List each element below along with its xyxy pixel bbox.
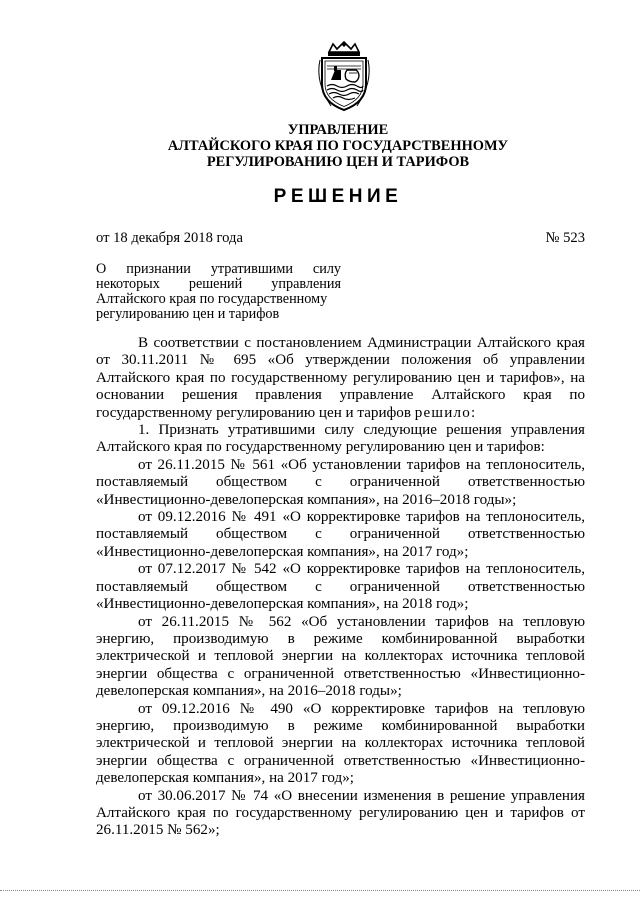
resolved-word: решило	[414, 404, 471, 421]
authority-line-2: АЛТАЙСКОГО КРАЯ ПО ГОСУДАРСТВЕННОМУ	[167, 138, 509, 155]
issuing-authority	[0, 122, 640, 171]
document-body	[96, 335, 585, 840]
document-subject	[96, 262, 341, 322]
preamble-paragraph	[96, 335, 585, 422]
authority-line-1: УПРАВЛЕНИЕ	[287, 122, 389, 138]
document-date: от 18 декабря 2018 года	[96, 230, 243, 246]
decision-item: от 30.06.2017 № 74 «О внесении изменения в решение управления Алтайского края по государственному регулированию цен и тарифов от 26.11.2015 № 562»;	[96, 787, 585, 839]
coat-of-arms-emblem	[313, 40, 375, 112]
authority-line-3: РЕГУЛИРОВАНИЮ ЦЕН И ТАРИФОВ	[206, 154, 470, 171]
document-number: № 523	[545, 230, 585, 246]
resolved-colon: :	[471, 404, 476, 421]
preamble-text: В соответствии с постановлением Администрации Алтайского края от 30.11.2011 № 695 «Об утверждении положения об управлении Алтайского края по государственному регулированию цен и тарифов», на основании решения правления управление Алтайского края по государственному регулированию цен и тарифов	[96, 335, 585, 421]
decision-item: от 26.11.2015 № 562 «Об установлении тарифов на тепловую энергию, производимую в режиме комбинированной выработки электрической и тепловой энергии на коллекторах источника тепловой энергии общества с ограниченной ответственностью «Инвестиционно-девелоперская компания», на 2016–2018 годы»;	[96, 613, 585, 700]
scan-edge-divider	[0, 890, 640, 891]
decision-item: от 09.12.2016 № 491 «О корректировке тарифов на теплоноситель, поставляемый обществом с ограниченной ответственностью «Инвестиционно-девелоперская компания», на 2017 год»;	[96, 509, 585, 560]
decision-item: от 26.11.2015 № 561 «Об установлении тарифов на теплоноситель, поставляемый обществом с ограниченной ответственностью «Инвестиционно-девелоперская компания», на 2016–2018 годы»;	[96, 456, 585, 508]
subject-line: регулированию цен и тарифов	[96, 306, 280, 322]
decision-item: от 07.12.2017 № 542 «О корректировке тарифов на теплоноситель, поставляемый обществом с ограниченной ответственностью «Инвестиционно-девелоперская компания», на 2018 год»;	[96, 561, 585, 613]
document-type-title: РЕШЕНИЕ	[273, 186, 403, 207]
subject-line: некоторых решений управления	[96, 276, 341, 292]
subject-line: О признании утратившими силу	[96, 261, 341, 277]
decision-item: от 09.12.2016 № 490 «О корректировке тарифов на тепловую энергию, производимую в режиме комбинированной выработки электрической и тепловой энергии на коллекторах источника тепловой энергии общества с ограниченной ответственностью «Инвестиционно-девелоперская компания», на 2017 год»;	[96, 700, 585, 787]
item-1-paragraph: 1. Признать утратившими силу следующие решения управления Алтайского края по государственному регулированию цен и тарифов:	[96, 422, 585, 456]
subject-line: Алтайского края по государственному	[96, 291, 328, 307]
